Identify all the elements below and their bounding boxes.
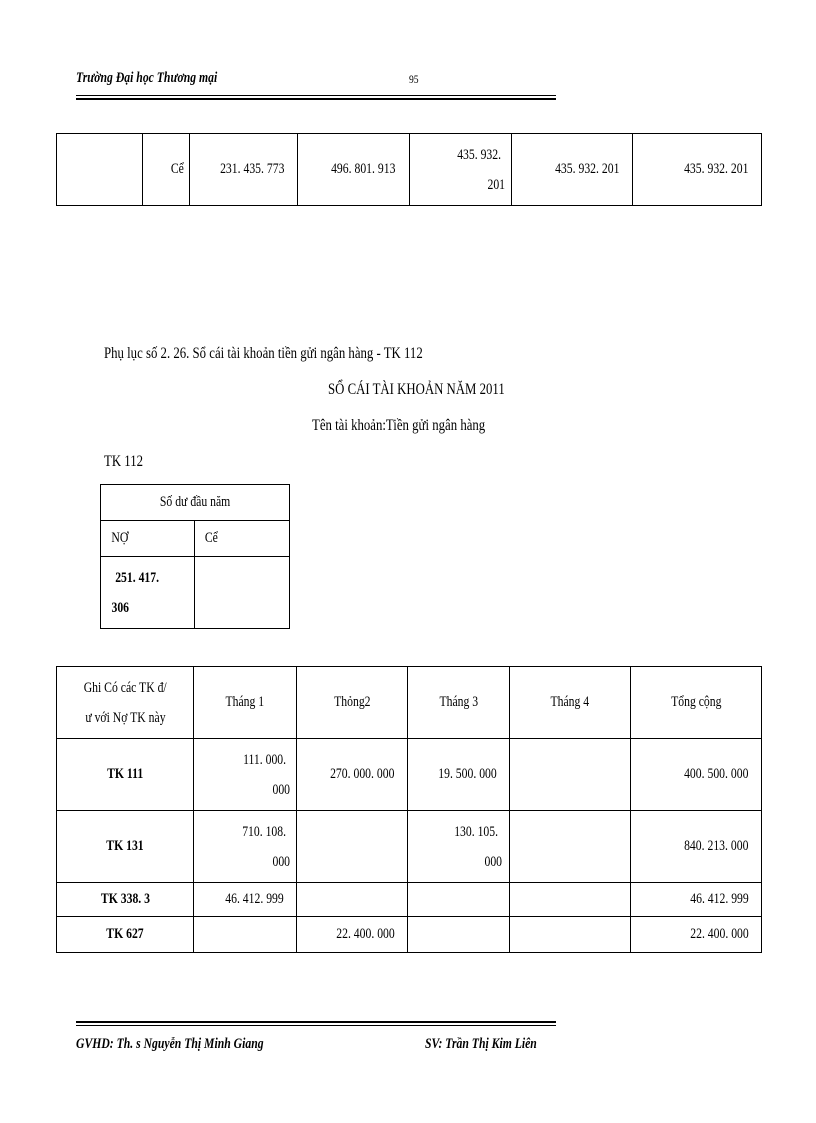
row-total: 840. 213. 000: [683, 838, 748, 854]
top-row-value-2: 496. 801. 913: [331, 161, 396, 177]
top-row-label: Cể: [170, 161, 184, 177]
table-row: [101, 485, 290, 521]
row-account: TK 131: [106, 838, 144, 854]
table-row: [57, 917, 762, 953]
row-m1-line2: 000: [272, 853, 290, 870]
top-row-value-3a: 435. 932.: [457, 146, 502, 163]
header-month-2: Thỏng2: [334, 694, 371, 710]
opening-balance-table: [100, 484, 290, 629]
ledger-title: SỔ CÁI TÀI KHOẢN NĂM 2011: [328, 381, 505, 398]
row-m2: 22. 400. 000: [336, 926, 396, 942]
table-row: [57, 667, 762, 739]
footer-advisor: GVHD: Th. s Nguyễn Thị Minh Giang: [76, 1036, 264, 1052]
account-name: Tên tài khoản:Tiền gửi ngân hàng: [312, 417, 486, 434]
debit-value-2: 306: [111, 599, 130, 616]
header-total: Tổng cộng: [670, 694, 722, 710]
table-row: [101, 557, 290, 629]
debit-value-1: 251. 417.: [115, 569, 160, 586]
row-m2: 270. 000. 000: [330, 766, 395, 782]
ledger-table: [56, 666, 762, 953]
table-row: [57, 883, 762, 917]
top-row-value-4: 435. 932. 201: [554, 161, 620, 177]
row-total: 46. 412. 999: [690, 891, 749, 907]
table-row: [57, 134, 762, 206]
header-month-4: Tháng 4: [550, 694, 590, 710]
row-total: 400. 500. 000: [683, 766, 748, 782]
row-m1-line2: 000: [272, 781, 290, 798]
ledger-col0-line2: ư với Nợ TK này: [84, 709, 166, 726]
header-rule-thick: [76, 98, 556, 100]
row-m1-line1: 710. 108.: [242, 823, 287, 840]
top-row-value-3b: 201: [487, 176, 505, 193]
row-m1: 46. 412. 999: [225, 891, 285, 907]
footer-rule-thick: [76, 1021, 556, 1023]
row-account: TK 627: [106, 926, 144, 942]
row-total: 22. 400. 000: [690, 926, 749, 942]
row-m3: 19. 500. 000: [437, 766, 497, 782]
credit-label: Cể: [205, 530, 219, 546]
account-code: TK 112: [104, 453, 143, 470]
table-row: [57, 739, 762, 811]
top-row-value-1: 231. 435. 773: [219, 161, 285, 177]
appendix-caption: Phụ lục số 2. 26. Sổ cái tài khoản tiền gửi ngân hàng - TK 112: [104, 345, 423, 362]
footer-rule-thin: [76, 1025, 556, 1026]
top-continuation-table: [56, 133, 762, 206]
row-m1-line1: 111. 000.: [243, 751, 287, 768]
header-school: Trường Đại học Thương mại: [76, 70, 218, 86]
top-row-value-5: 435. 932. 201: [683, 161, 748, 177]
header-month-3: Tháng 3: [439, 694, 478, 710]
opening-balance-header: Số dư đầu năm: [159, 494, 231, 510]
ledger-col0-line1: Ghi Có các TK đ/: [83, 679, 167, 696]
table-row: [57, 811, 762, 883]
header-rule-thin: [76, 95, 556, 96]
header-month-1: Tháng 1: [225, 694, 265, 710]
footer-student: SV: Trần Thị Kim Liên: [425, 1036, 537, 1052]
row-account: TK 111: [107, 766, 144, 782]
row-m3-line2: 000: [484, 853, 503, 870]
debit-label: NỢ: [111, 530, 129, 546]
row-m3-line1: 130. 105.: [454, 823, 499, 840]
page-number: 95: [409, 72, 419, 86]
table-row: [101, 521, 290, 557]
row-account: TK 338. 3: [100, 891, 150, 907]
